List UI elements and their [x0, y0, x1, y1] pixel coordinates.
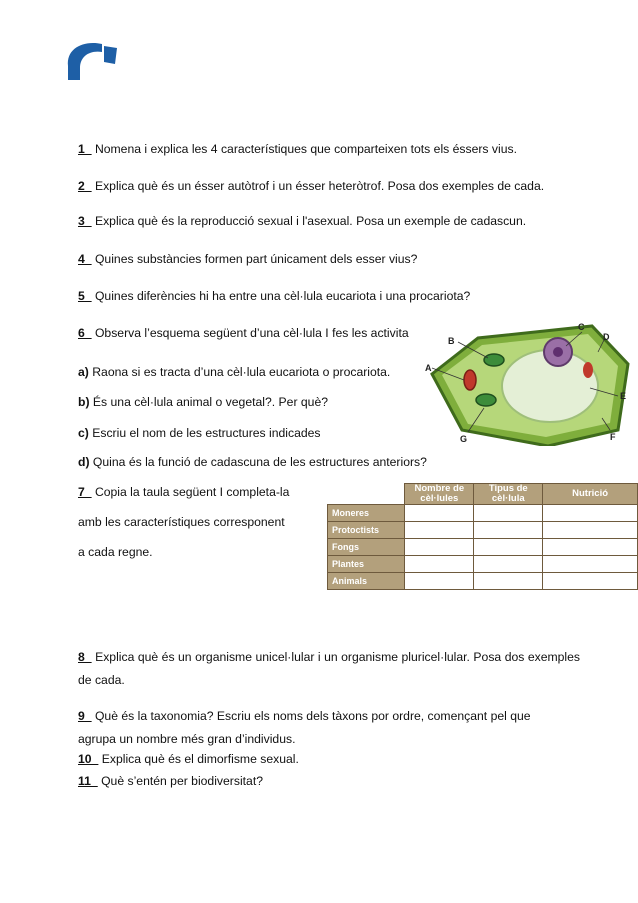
- question-7-line2: amb les característiques corresponent: [78, 515, 285, 529]
- question-number: 2_: [78, 179, 92, 193]
- kingdoms-table: [327, 483, 638, 590]
- table-header: Tipus de cèl·lula: [474, 484, 543, 505]
- question-number: 3_: [78, 214, 92, 228]
- question-number: 9_: [78, 709, 92, 723]
- table-row: [328, 572, 638, 589]
- question-6a: [78, 366, 390, 378]
- question-6: [78, 327, 409, 339]
- cell-label-g: G: [460, 434, 468, 444]
- cell-label-a: A: [425, 363, 432, 373]
- school-logo: [62, 40, 122, 80]
- question-text: Explica què és la reproducció sexual i l'asexual. Posa un exemple de cadascun.: [94, 214, 527, 228]
- table-row: [328, 521, 638, 538]
- question-text: Què s’entén per biodiversitat?: [101, 774, 263, 788]
- question-number: 1_: [78, 142, 92, 156]
- question-number: 11_: [78, 774, 98, 788]
- table-cell: [543, 572, 638, 589]
- table-cell: [405, 538, 474, 555]
- table-cell: [405, 521, 474, 538]
- question-10: [78, 753, 299, 765]
- question-text: Explica què és el dimorfisme sexual.: [101, 752, 299, 766]
- question-text: Nomena i explica les 4 característiques que comparteixen tots els éssers vius.: [94, 142, 517, 156]
- question-6d: [78, 456, 427, 468]
- part-text: Escriu el nom de les estructures indicades: [92, 426, 321, 440]
- question-5: [78, 290, 470, 302]
- table-cell: [405, 572, 474, 589]
- table-header-row: [328, 484, 638, 505]
- table-row-label: Protoctists: [328, 521, 405, 538]
- cell-label-e: E: [620, 391, 627, 401]
- question-4: [78, 253, 417, 265]
- question-6b: [78, 396, 328, 408]
- question-number: 4_: [78, 252, 92, 266]
- question-text: Explica què és un ésser autòtrof i un ésser heteròtrof. Posa dos exemples de cada.: [94, 179, 545, 193]
- table-cell: [474, 572, 543, 589]
- question-number: 6_: [78, 326, 92, 340]
- question-7-line3: a cada regne.: [78, 545, 153, 559]
- question-1: [78, 143, 517, 155]
- question-8: [78, 646, 580, 692]
- cell-label-f: F: [610, 432, 616, 442]
- question-7: [78, 486, 289, 498]
- table-cell: [474, 521, 543, 538]
- question-9: [78, 705, 558, 751]
- question-number: 10_: [78, 752, 99, 766]
- question-text: Què és la taxonomia? Escriu els noms dels tàxons por ordre, començant pel que agrupa un nombre més gran d’individus.: [78, 709, 531, 746]
- cell-label-d: D: [603, 332, 610, 342]
- table-corner: [328, 484, 405, 505]
- part-text: Raona si es tracta d’una cèl·lula eucariota o procariota.: [92, 365, 391, 379]
- part-letter: b): [78, 395, 90, 409]
- question-text: Explica què és un organisme unicel·lular i un organisme pluricel·lular. Posa dos exemples de cada.: [78, 650, 581, 687]
- part-letter: a): [78, 365, 89, 379]
- table-cell: [405, 504, 474, 521]
- table-row-label: Plantes: [328, 555, 405, 572]
- question-number: 5_: [78, 289, 92, 303]
- table-cell: [543, 504, 638, 521]
- table-row: [328, 555, 638, 572]
- part-letter: c): [78, 426, 89, 440]
- table-cell: [543, 538, 638, 555]
- plant-cell-diagram: [422, 318, 638, 446]
- table-row-label: Fongs: [328, 538, 405, 555]
- table-row-label: Animals: [328, 572, 405, 589]
- table-row: [328, 504, 638, 521]
- part-letter: d): [78, 455, 90, 469]
- question-text: Quines substàncies formen part únicament dels esser vius?: [94, 252, 418, 266]
- question-2: [78, 180, 544, 192]
- question-text: Copia la taula següent I completa-la: [94, 485, 290, 499]
- question-6c: [78, 427, 321, 439]
- part-text: Quina és la funció de cadascuna de les estructures anteriors?: [92, 455, 427, 469]
- question-3: [78, 215, 526, 227]
- table-cell: [474, 538, 543, 555]
- table-cell: [405, 555, 474, 572]
- table-header: Nombre de cèl·lules: [405, 484, 474, 505]
- question-number: 7_: [78, 485, 92, 499]
- part-text: És una cèl·lula animal o vegetal?. Per què?: [92, 395, 328, 409]
- table-row: [328, 538, 638, 555]
- table-cell: [474, 504, 543, 521]
- table-cell: [474, 555, 543, 572]
- question-11: [78, 775, 263, 787]
- question-number: 8_: [78, 650, 92, 664]
- question-text: Quines diferències hi ha entre una cèl·lula eucariota i una procariota?: [94, 289, 471, 303]
- cell-label-b: B: [448, 336, 455, 346]
- table-header: Nutrició: [543, 484, 638, 505]
- table-row-label: Moneres: [328, 504, 405, 521]
- question-text: Observa l’esquema següent d’una cèl·lula I fes les activita: [94, 326, 409, 340]
- cell-label-c: C: [578, 322, 585, 332]
- table-cell: [543, 555, 638, 572]
- table-cell: [543, 521, 638, 538]
